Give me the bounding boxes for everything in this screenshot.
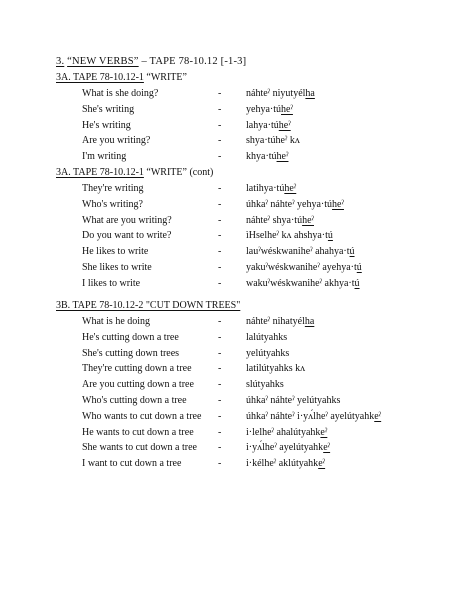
translation-part: khya·tú xyxy=(246,151,277,163)
translation-part: yakuˀwéskwaniheˀ ayehya·t xyxy=(246,262,357,273)
translation xyxy=(246,427,327,438)
separator-dash: - xyxy=(218,88,222,99)
section-title-underlined: 3B. TAPE 78-10.12-2 "CUT DOWN TREES" xyxy=(56,300,241,311)
translation-part: ha xyxy=(305,88,315,99)
translation xyxy=(246,215,314,226)
list-item xyxy=(0,230,464,244)
english-phrase: I'm writing xyxy=(82,151,127,163)
section-title-underlined: 3A. TAPE 78-10.12-1 xyxy=(56,72,144,83)
separator-dash: - xyxy=(218,119,222,131)
separator-dash: - xyxy=(218,214,222,226)
translation-part: shya·túheˀ kʌ xyxy=(246,135,300,147)
list-item xyxy=(0,363,464,377)
translation-part: ú xyxy=(349,246,355,258)
list-item xyxy=(0,120,464,134)
translation-part: latihya·tú xyxy=(246,183,285,194)
translation xyxy=(246,395,340,406)
translation-part: heˀ xyxy=(332,198,344,210)
english-phrase: Are you cutting down a tree xyxy=(82,379,194,391)
list-item xyxy=(0,427,464,441)
list-item xyxy=(0,332,464,346)
translation-part: heˀ xyxy=(302,214,314,226)
english-phrase: She's writing xyxy=(82,103,135,115)
english-phrase: He wants to cut down a tree xyxy=(82,426,194,438)
separator-dash: - xyxy=(218,347,222,359)
english-phrase: Who's writing? xyxy=(82,198,143,210)
title-name: “NEW VERBS” xyxy=(67,56,139,67)
list-item xyxy=(0,442,464,456)
translation-part: heˀ xyxy=(281,103,293,115)
translation xyxy=(246,104,293,115)
translation xyxy=(246,230,333,241)
translation xyxy=(246,442,330,453)
translation xyxy=(246,363,305,374)
separator-dash: - xyxy=(218,458,222,470)
list-item xyxy=(0,215,464,229)
translation xyxy=(246,88,315,99)
separator-dash: - xyxy=(218,135,222,147)
separator-dash: - xyxy=(218,151,222,163)
translation xyxy=(246,151,288,162)
list-item xyxy=(0,411,464,425)
translation-part: wakuˀwéskwaniheˀ akhya·t xyxy=(246,277,355,289)
english-phrase: I likes to write xyxy=(82,277,141,289)
translation-part: heˀ xyxy=(278,119,291,131)
translation-part: i·yʌ́lheˀ ayelútyahk xyxy=(246,442,324,454)
english-phrase: They're writing xyxy=(82,183,144,194)
translation-part: náhteˀ niyutyél xyxy=(246,88,306,99)
translation xyxy=(246,135,300,146)
translation-part: i·lelheˀ ahalútyahk xyxy=(246,426,321,438)
english-phrase: Who wants to cut down a tree xyxy=(82,410,202,422)
translation-part: ú xyxy=(354,277,360,289)
list-item xyxy=(0,278,464,292)
translation-part: eˀ xyxy=(374,410,382,422)
english-phrase: She's cutting down trees xyxy=(82,347,180,359)
translation-part: ú xyxy=(356,262,362,273)
page-title xyxy=(56,56,246,67)
translation-part: eˀ xyxy=(320,426,328,438)
list-item xyxy=(0,199,464,213)
translation xyxy=(246,183,296,194)
english-phrase: I want to cut down a tree xyxy=(82,458,182,470)
separator-dash: - xyxy=(218,426,222,438)
list-item xyxy=(0,379,464,393)
translation xyxy=(246,332,287,343)
section-title-3a-1 xyxy=(56,72,187,83)
english-phrase: What are you writing? xyxy=(82,214,172,226)
separator-dash: - xyxy=(218,379,222,391)
translation xyxy=(246,379,284,390)
list-item xyxy=(0,246,464,260)
separator-dash: - xyxy=(218,316,222,327)
list-item xyxy=(0,262,464,276)
translation-part: úhkaˀ náhteˀ i·yʌ́lheˀ ayelútyahk xyxy=(246,410,375,422)
english-phrase: She wants to cut down a tree xyxy=(82,442,197,454)
translation-part: latilútyahks kʌ xyxy=(246,363,306,375)
translation xyxy=(246,120,291,131)
english-phrase: Do you want to write? xyxy=(82,230,172,242)
separator-dash: - xyxy=(218,103,222,115)
section-title-underlined: 3A. TAPE 78-10.12-1 xyxy=(56,167,144,178)
translation-part: eˀ xyxy=(323,442,331,454)
separator-dash: - xyxy=(218,331,222,343)
english-phrase: Are you writing? xyxy=(82,135,151,147)
list-item xyxy=(0,348,464,362)
title-number: 3. xyxy=(56,56,65,67)
translation-part: úhkaˀ náhteˀ yelútyahks xyxy=(246,395,341,406)
separator-dash: - xyxy=(218,262,222,273)
translation-part: heˀ xyxy=(284,183,297,194)
separator-dash: - xyxy=(218,363,222,375)
separator-dash: - xyxy=(218,410,222,422)
separator-dash: - xyxy=(218,198,222,210)
section-title-3a-2 xyxy=(56,167,213,178)
list-item xyxy=(0,316,464,330)
translation-part: i·kélheˀ aklútyahk xyxy=(246,458,319,470)
translation-part: yehya·tú xyxy=(246,103,281,115)
translation-part: náhteˀ shya·tú xyxy=(246,214,303,226)
separator-dash: - xyxy=(218,246,222,258)
translation-part: lahya·tú xyxy=(246,119,279,131)
list-item xyxy=(0,395,464,409)
translation-part: ìHselheˀ kʌ ahshya·t xyxy=(246,230,328,242)
translation-part: náhteˀ nihatyél xyxy=(246,316,305,327)
list-item xyxy=(0,151,464,165)
translation-part: eˀ xyxy=(318,458,326,470)
english-phrase: They're cutting down a tree xyxy=(82,363,192,375)
translation xyxy=(246,411,381,422)
translation-part: lauˀwéskwaniheˀ ahahya·t xyxy=(246,246,350,258)
list-item xyxy=(0,88,464,102)
list-item xyxy=(0,135,464,149)
english-phrase: She likes to write xyxy=(82,262,152,273)
translation-part: ú xyxy=(327,230,333,242)
translation xyxy=(246,348,289,359)
separator-dash: - xyxy=(218,395,222,406)
translation-part: slútyahks xyxy=(246,379,284,391)
english-phrase: Who's cutting down a tree xyxy=(82,395,187,406)
separator-dash: - xyxy=(218,183,222,194)
list-item xyxy=(0,458,464,472)
separator-dash: - xyxy=(218,230,222,242)
section-title-rest: “WRITE” xyxy=(143,72,187,83)
translation xyxy=(246,316,314,327)
translation xyxy=(246,199,344,210)
separator-dash: - xyxy=(218,442,222,454)
english-phrase: He likes to write xyxy=(82,246,149,258)
english-phrase: He's cutting down a tree xyxy=(82,331,179,343)
english-phrase: What is she doing? xyxy=(82,88,159,99)
english-phrase: He's writing xyxy=(82,119,131,131)
separator-dash: - xyxy=(218,277,222,289)
translation xyxy=(246,246,355,257)
title-rest: – TAPE 78-10.12 [-1-3] xyxy=(141,56,247,67)
translation-part: ha xyxy=(304,316,315,327)
section-title-rest: “WRITE” (cont) xyxy=(143,167,214,178)
list-item xyxy=(0,104,464,118)
translation xyxy=(246,458,325,469)
translation-part: úhkaˀ náhteˀ yehya·tú xyxy=(246,198,333,210)
translation-part: yelútyahks xyxy=(246,347,290,359)
translation xyxy=(246,262,362,273)
translation-part: lalútyahks xyxy=(246,331,288,343)
list-item xyxy=(0,183,464,197)
section-title-3b xyxy=(56,300,240,311)
translation-part: heˀ xyxy=(276,151,289,163)
english-phrase: What is he doing xyxy=(82,316,151,327)
translation xyxy=(246,278,360,289)
